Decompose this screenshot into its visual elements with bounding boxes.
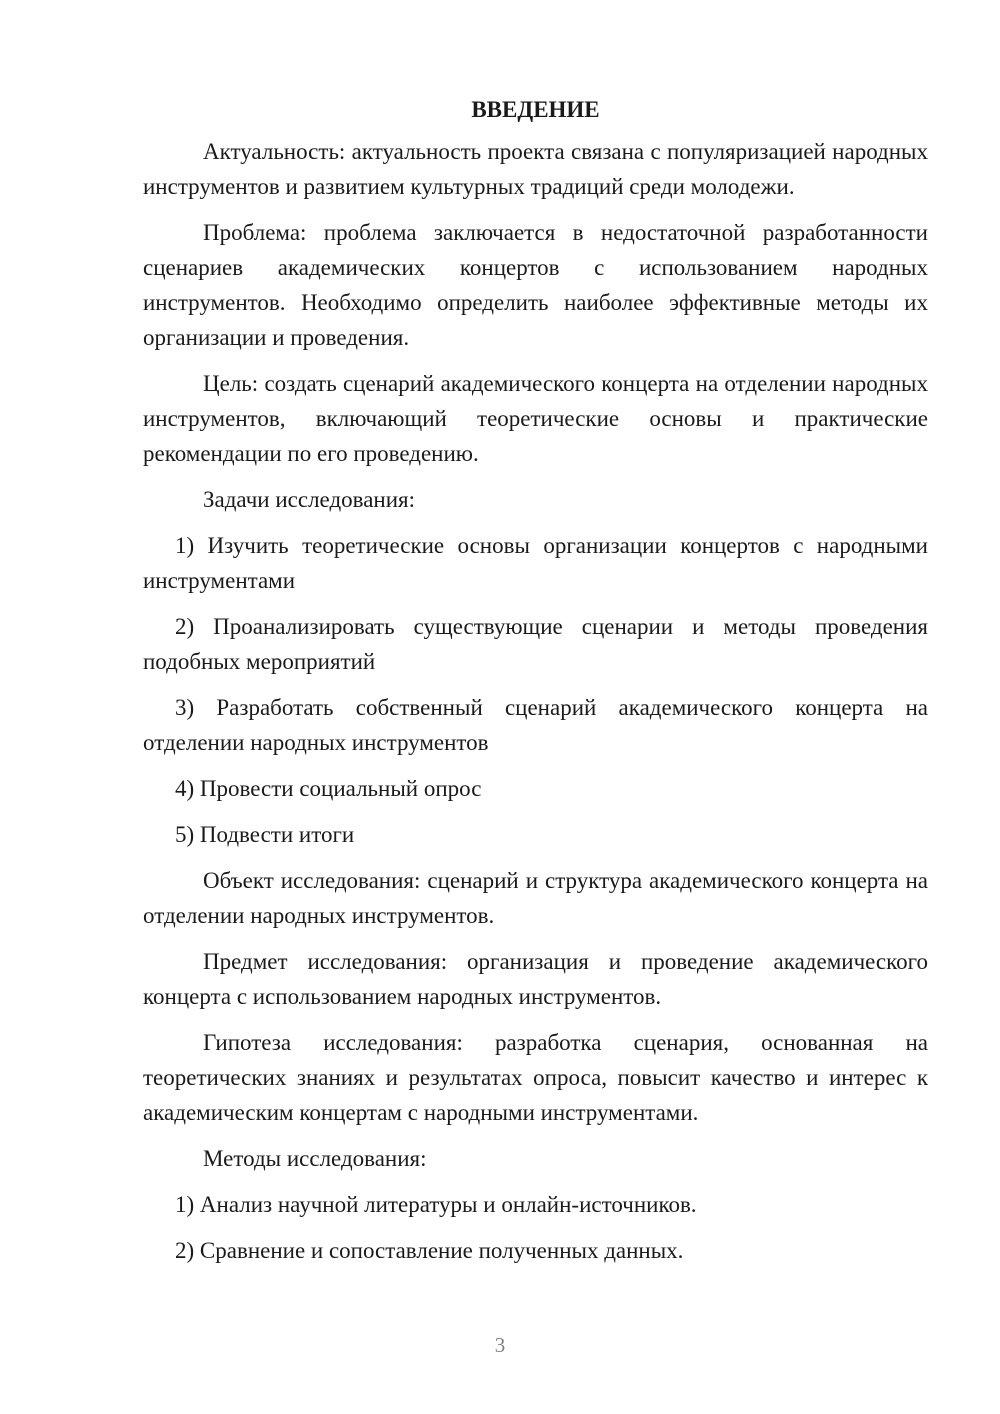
paragraph-object: Объект исследования: сценарий и структура академического концерта на отделении народных инструментов. [143, 868, 928, 928]
paragraph-subject: Предмет исследования: организация и проведение академического концерта с использованием народных инструментов. [143, 949, 928, 1009]
methods-heading: Методы исследования: [203, 1146, 427, 1171]
page-content [143, 92, 928, 1279]
task-item-5: 5) Подвести итоги [175, 822, 355, 847]
paragraph-goal: Цель: создать сценарий академического концерта на отделении народных инструментов, включающий теоретические основы и практические рекомендации по его проведению. [143, 371, 928, 466]
method-item-2: 2) Сравнение и сопоставление полученных данных. [175, 1238, 684, 1263]
task-item-3: 3) Разработать собственный сценарий академического концерта на отделении народных инструментов [143, 695, 928, 755]
task-item-1: 1) Изучить теоретические основы организации концертов с народными инструментами [143, 533, 928, 593]
method-item-1: 1) Анализ научной литературы и онлайн-источников. [175, 1192, 697, 1217]
paragraph-hypothesis: Гипотеза исследования: разработка сценария, основанная на теоретических знаниях и результатах опроса, повысит качество и интерес к академическим концертам с народными инструментами. [143, 1030, 928, 1125]
paragraph-problem: Проблема: проблема заключается в недостаточной разработанности сценариев академических концертов с использованием народных инструментов. Необходимо определить наиболее эффективные методы их организации и проведения. [143, 220, 928, 350]
task-item-2: 2) Проанализировать существующие сценарии и методы проведения подобных мероприятий [143, 614, 928, 674]
task-item-4: 4) Провести социальный опрос [175, 776, 482, 801]
section-title: ВВЕДЕНИЕ [471, 97, 600, 122]
tasks-heading: Задачи исследования: [203, 487, 416, 512]
page-number: 3 [494, 1333, 506, 1357]
paragraph-relevance: Актуальность: актуальность проекта связана с популяризацией народных инструментов и развитием культурных традиций среди молодежи. [143, 139, 928, 199]
